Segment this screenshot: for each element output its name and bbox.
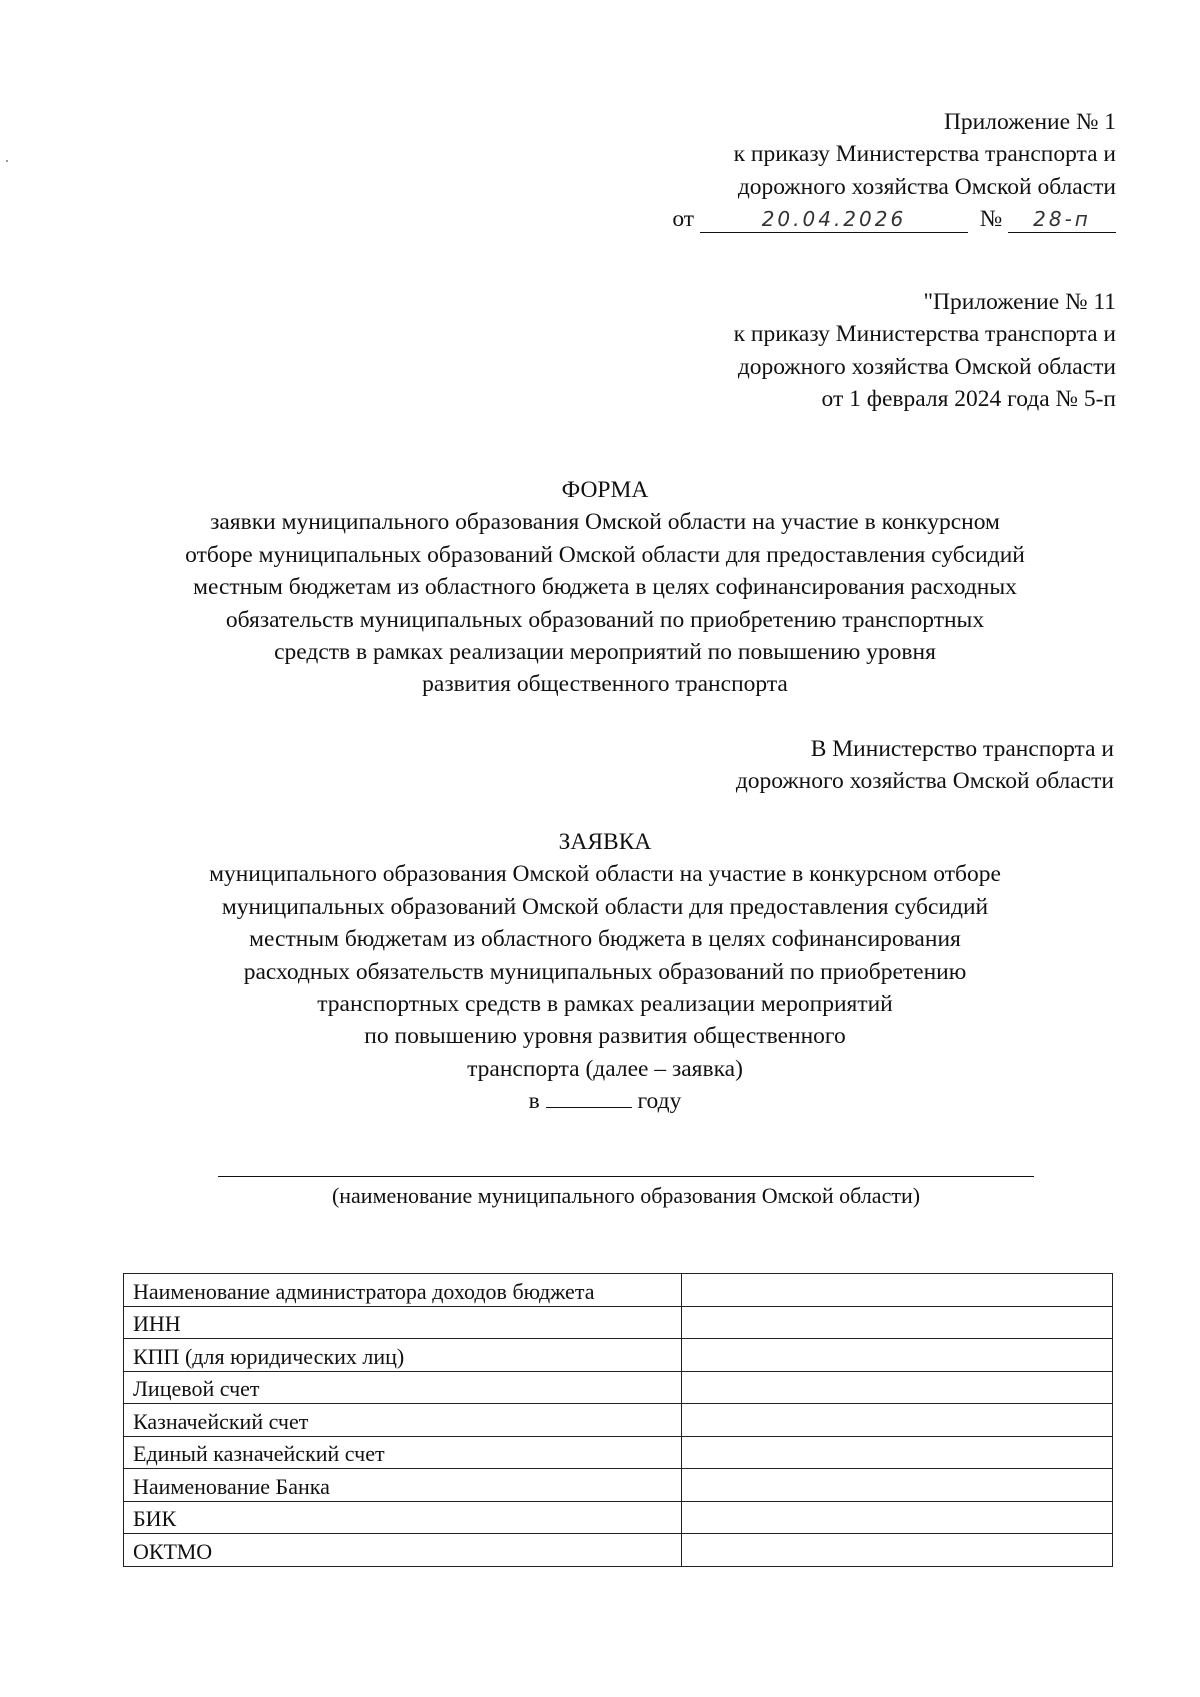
table-row: [124, 1274, 1113, 1307]
municipality-caption: (наименование муниципального образования Омской области): [331, 1183, 921, 1208]
year-suffix: году: [637, 1088, 682, 1115]
table-row: [124, 1371, 1113, 1404]
row-value-cell[interactable]: [682, 1469, 1113, 1502]
application-title: [80, 826, 1130, 1118]
appendix-current: [516, 106, 1116, 236]
application-heading: ЗАЯВКА: [558, 829, 652, 855]
municipality-name-blank[interactable]: [218, 1176, 1034, 1177]
year-prefix: в: [528, 1088, 540, 1115]
appendix-original-line4: от 1 февраля 2024 года № 5-п: [821, 386, 1116, 413]
table-row: [124, 1404, 1113, 1437]
table-row: [124, 1339, 1113, 1372]
appendix-original-line1: "Приложение № 11: [923, 289, 1116, 315]
row-label: Казначейский счет: [124, 1404, 682, 1437]
row-value-cell[interactable]: [682, 1404, 1113, 1437]
form-title-line: местным бюджетам из областного бюджета в целях софинансирования расходных: [193, 574, 1017, 601]
form-title-line: заявки муниципального образования Омской области на участие в конкурсном: [210, 509, 1000, 536]
form-title-line: отборе муниципальных образований Омской области для предоставления субсидий: [185, 541, 1025, 568]
table-row: [124, 1469, 1113, 1502]
form-title-line: обязательств муниципальных образований по приобретению транспортных: [225, 606, 985, 633]
from-prefix: от: [672, 206, 695, 233]
row-label: Единый казначейский счет: [124, 1436, 682, 1469]
row-value-cell[interactable]: [682, 1371, 1113, 1404]
addressee-line2: дорожного хозяйства Омской области: [735, 768, 1114, 795]
row-label: КПП (для юридических лиц): [124, 1339, 682, 1372]
row-label: Лицевой счет: [124, 1371, 682, 1404]
appendix-current-line1: Приложение № 1: [943, 109, 1116, 135]
scan-speck: [6, 160, 8, 162]
appendix-current-line3: дорожного хозяйства Омской области: [737, 173, 1116, 200]
year-blank[interactable]: [546, 1107, 632, 1108]
application-line: муниципального образования Омской области на участие в конкурсном отборе: [209, 861, 1001, 888]
application-line: местным бюджетам из областного бюджета в целях софинансирования: [249, 926, 961, 953]
row-value-cell[interactable]: [682, 1339, 1113, 1372]
application-line: расходных обязательств муниципальных образований по приобретению: [243, 958, 967, 985]
row-value-cell[interactable]: [682, 1306, 1113, 1339]
details-table: [123, 1273, 1113, 1567]
application-year-line: [80, 1085, 1130, 1117]
row-label: ИНН: [124, 1306, 682, 1339]
number-prefix: №: [979, 206, 1003, 233]
table-row: [124, 1534, 1113, 1567]
appendix-original-line3: дорожного хозяйства Омской области: [737, 353, 1116, 380]
row-label: ОКТМО: [124, 1534, 682, 1567]
appendix-original-line2: к приказу Министерства транспорта и: [733, 321, 1116, 348]
appendix-current-date-line: [516, 203, 1116, 235]
addressee-line1: В Министерство транспорта и: [810, 736, 1114, 762]
row-label: БИК: [124, 1501, 682, 1534]
application-line: транспорта (далее – заявка): [467, 1055, 743, 1082]
addressee: [514, 733, 1114, 798]
application-line: по повышению уровня развития общественного: [364, 1023, 846, 1050]
application-line: муниципальных образований Омской области для предоставления субсидий: [221, 893, 989, 920]
application-line: транспортных средств в рамках реализации мероприятий: [317, 991, 893, 1018]
form-title: [80, 474, 1130, 701]
form-heading: ФОРМА: [561, 477, 649, 503]
appendix-original: [516, 286, 1116, 416]
table-row: [124, 1501, 1113, 1534]
order-date-handwritten: 20.04.2026: [700, 206, 968, 233]
row-label: Наименование администратора доходов бюджета: [124, 1274, 682, 1307]
table-row: [124, 1306, 1113, 1339]
row-value-cell[interactable]: [682, 1501, 1113, 1534]
order-number-handwritten: 28-п: [1008, 206, 1116, 233]
appendix-current-line2: к приказу Министерства транспорта и: [733, 141, 1116, 168]
table-row: [124, 1436, 1113, 1469]
row-value-cell[interactable]: [682, 1274, 1113, 1307]
row-value-cell[interactable]: [682, 1534, 1113, 1567]
row-value-cell[interactable]: [682, 1436, 1113, 1469]
row-label: Наименование Банка: [124, 1469, 682, 1502]
form-title-line: развития общественного транспорта: [422, 671, 788, 698]
form-title-line: средств в рамках реализации мероприятий по повышению уровня: [274, 639, 936, 666]
